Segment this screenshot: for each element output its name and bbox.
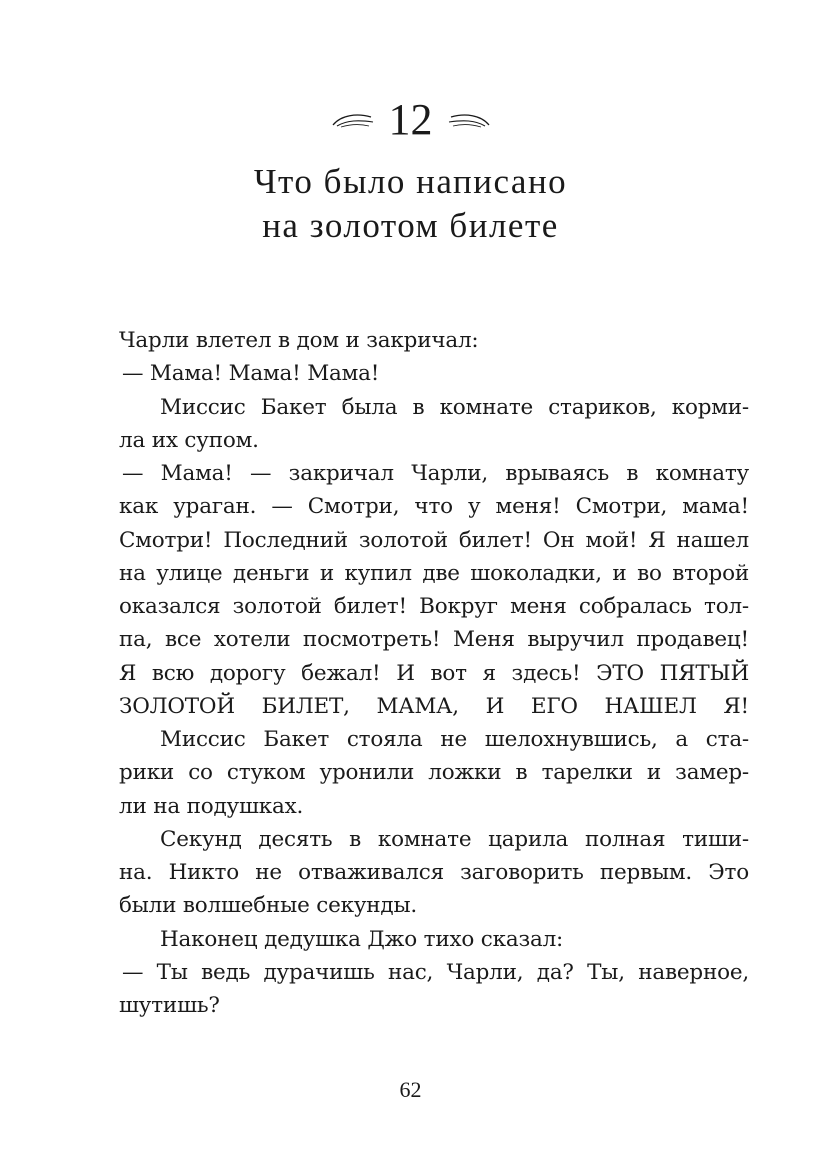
text-line: Миссис Бакет была в комнате стариков, корми- (160, 394, 749, 420)
chapter-title-line: Что было написано (253, 162, 568, 201)
text-line: рики со стуком уронили ложки в тарелки и замер- (119, 760, 749, 786)
text-line: были волшебные секунды. (119, 893, 418, 919)
text-line: на. Никто не отваживался заговорить первым. Это (119, 860, 749, 885)
text-line: — Мама! — закричал Чарли, врываясь в комнату (122, 461, 749, 486)
text-line: как ураган. — Смотри, что у меня! Смотри, мама! (119, 494, 749, 520)
right-flourish-ornament (447, 111, 491, 129)
text-line: ли на подушках. (119, 793, 304, 819)
text-line: оказался золотой билет! Вокруг меня собралась тол- (119, 594, 749, 619)
left-flourish-ornament (331, 111, 375, 129)
text-line: шутишь? (119, 993, 220, 1018)
chapter-heading (0, 96, 821, 144)
text-line: Чарли влетел в дом и закричал: (119, 328, 479, 353)
chapter-body-text (119, 324, 749, 1022)
text-line: — Мама! Мама! Мама! (122, 361, 380, 387)
text-line: Наконец дедушка Джо тихо сказал: (160, 926, 564, 952)
text-line: Миссис Бакет стояла не шелохнувшись, а ста- (160, 727, 749, 752)
text-line: — Ты ведь дурачишь нас, Чарли, да? Ты, наверное, (122, 959, 749, 985)
chapter-title (0, 160, 821, 248)
page-number: 62 (399, 1077, 422, 1102)
text-line: па, все хотели посмотреть! Меня выручил продавец! (119, 627, 749, 653)
text-line: Смотри! Последний золотой билет! Он мой! Я нашел (119, 527, 749, 553)
text-line: ЗОЛОТОЙ БИЛЕТ, МАМА, И ЕГО НАШЕЛ Я! (119, 693, 749, 719)
chapter-title-line: на золотом билете (262, 206, 559, 245)
text-line: Я всю дорогу бежал! И вот я здесь! ЭТО ПЯТЫЙ (119, 660, 749, 686)
text-line: на улице деньги и купил две шоколадки, и во второй (119, 560, 749, 586)
text-line: ла их супом. (119, 427, 259, 453)
text-line: Секунд десять в комнате царила полная тиши- (160, 826, 749, 852)
chapter-number: 12 (388, 95, 433, 144)
